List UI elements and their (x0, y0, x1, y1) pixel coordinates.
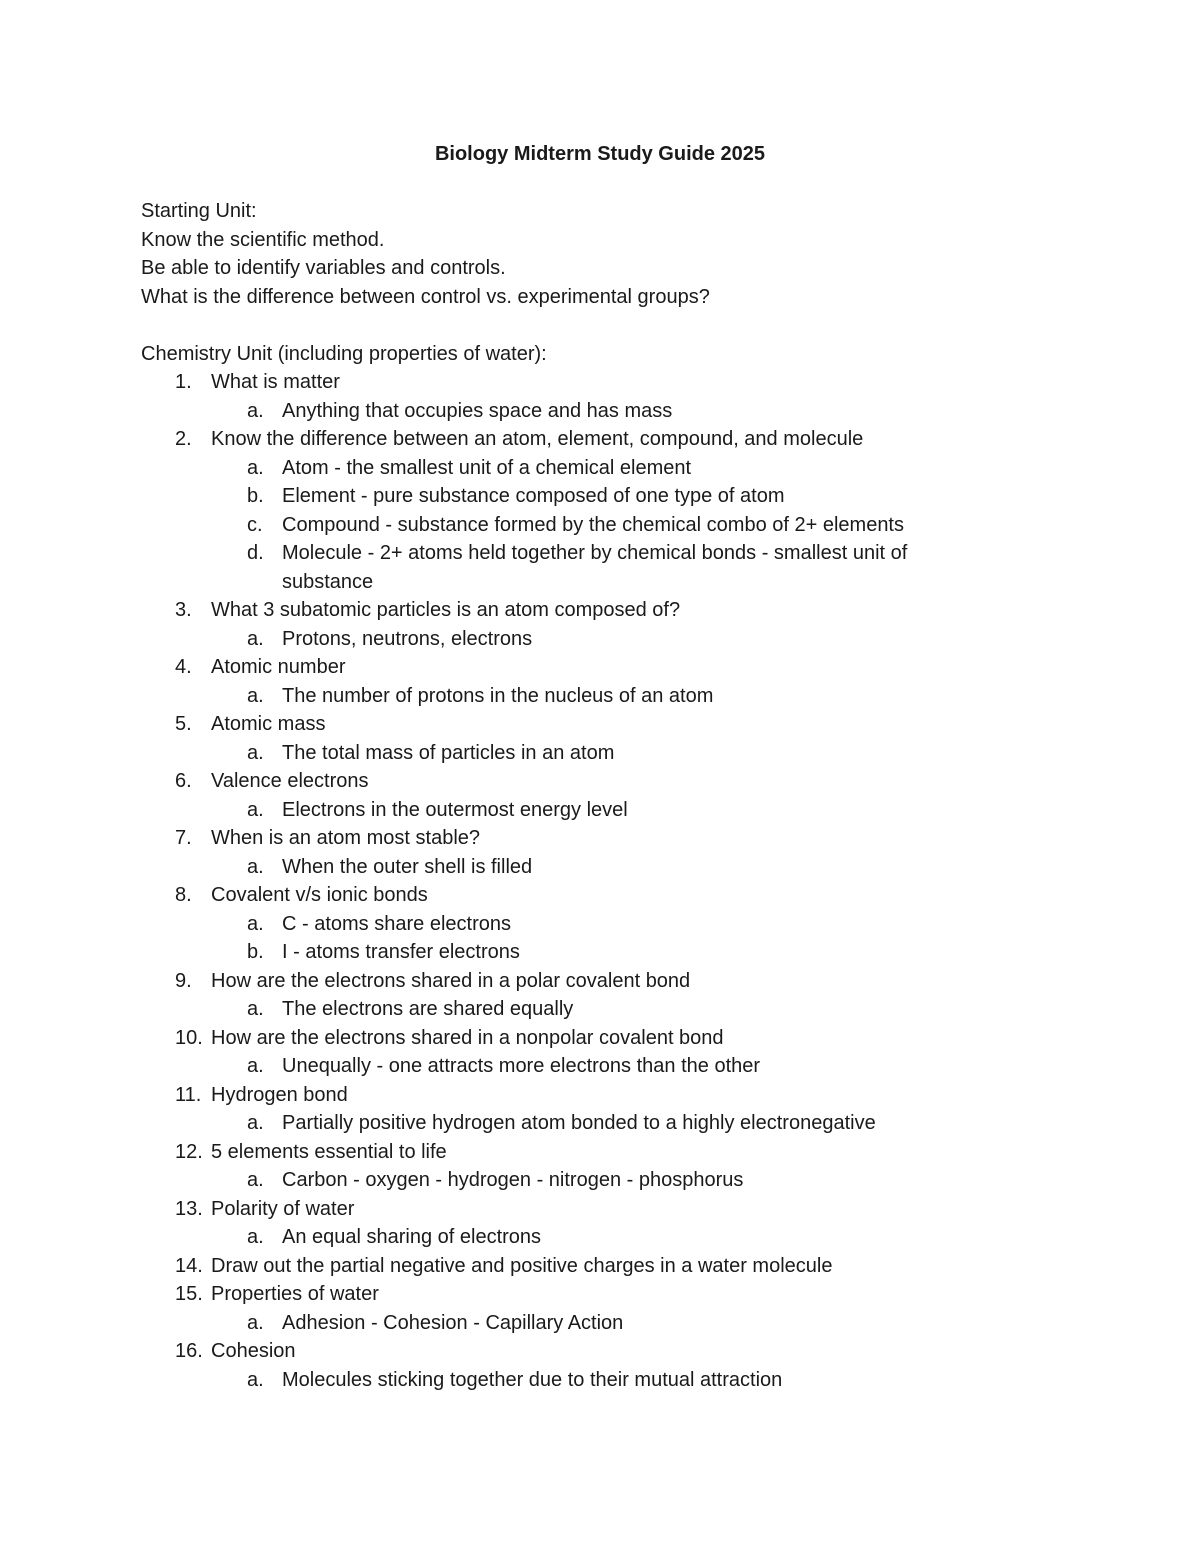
answer-item (211, 1223, 1041, 1252)
question-item (141, 1138, 1041, 1195)
question-number: 12. (175, 1140, 203, 1163)
question-text: When is an atom most stable? (211, 827, 481, 849)
answer-text: Protons, neutrons, electrons (282, 627, 533, 650)
answer-item (211, 739, 1041, 768)
starting-unit-line: Be able to identify variables and controls. (141, 257, 506, 279)
answer-text: The electrons are shared equally (282, 998, 574, 1020)
question-number: 16. (175, 1340, 203, 1362)
question-item (141, 1024, 1041, 1081)
answer-text: Element - pure substance composed of one type of atom (282, 485, 785, 507)
question-text: Covalent v/s ionic bonds (211, 884, 428, 906)
question-item (141, 881, 1041, 967)
answer-label: a. (247, 798, 264, 821)
answer-text: The number of protons in the nucleus of an atom (282, 684, 714, 707)
answer-list (211, 1309, 1041, 1338)
answer-list (211, 1166, 1041, 1195)
starting-unit-line: What is the difference between control vs. experimental groups? (141, 285, 710, 308)
answer-text: Partially positive hydrogen atom bonded to a highly electronegative (282, 1112, 876, 1134)
answer-item (211, 910, 1041, 939)
answer-text: Electrons in the outermost energy level (282, 798, 628, 821)
answer-text: When the outer shell is filled (282, 855, 533, 878)
answer-label: b. (247, 941, 264, 963)
answer-list (211, 397, 1041, 426)
answer-item (211, 938, 1041, 967)
answer-text: Unequally - one attracts more electrons than the other (282, 1055, 761, 1077)
answer-item (211, 1052, 1041, 1081)
answer-label: a. (247, 1112, 264, 1134)
answer-text: An equal sharing of electrons (282, 1226, 542, 1248)
answer-list (211, 739, 1041, 768)
question-number: 4. (175, 656, 192, 678)
starting-unit-line: Know the scientific method. (141, 228, 385, 251)
answer-item (211, 625, 1041, 654)
question-text: Valence electrons (211, 770, 369, 792)
question-item (141, 767, 1041, 824)
question-item (141, 425, 1041, 596)
answer-list (211, 1109, 1041, 1138)
answer-item (211, 796, 1041, 825)
answer-label: a. (247, 399, 264, 422)
answer-label: a. (247, 855, 264, 878)
answer-list (211, 1223, 1041, 1252)
document-body (141, 197, 1041, 1394)
answer-label: b. (247, 485, 264, 507)
question-number: 10. (175, 1026, 203, 1049)
answer-list (211, 1052, 1041, 1081)
answer-label: a. (247, 1368, 264, 1391)
answer-list (211, 1366, 1041, 1395)
question-number: 3. (175, 599, 192, 621)
answer-label: a. (247, 741, 264, 764)
chemistry-unit-heading: Chemistry Unit (including properties of water): (141, 342, 547, 365)
answer-item (211, 511, 1041, 540)
answer-text: Compound - substance formed by the chemical combo of 2+ elements (282, 513, 904, 536)
answer-label: a. (247, 1311, 264, 1334)
answer-label: a. (247, 627, 264, 650)
question-text: Know the difference between an atom, element, compound, and molecule (211, 428, 864, 450)
question-item (141, 967, 1041, 1024)
question-item (141, 824, 1041, 881)
question-item (141, 1337, 1041, 1394)
question-text: Cohesion (211, 1340, 296, 1362)
answer-item (211, 1109, 1041, 1138)
starting-unit-heading: Starting Unit: (141, 200, 257, 222)
answer-text: C - atoms share electrons (282, 912, 511, 935)
answer-item (211, 454, 1041, 483)
answer-item (211, 482, 1041, 511)
question-number: 5. (175, 713, 192, 735)
answer-text: Adhesion - Cohesion - Capillary Action (282, 1311, 624, 1334)
question-number: 11. (175, 1083, 202, 1106)
answer-text: Carbon - oxygen - hydrogen - nitrogen - phosphorus (282, 1169, 744, 1191)
question-item (141, 710, 1041, 767)
question-item (141, 1195, 1041, 1252)
question-number: 7. (175, 827, 192, 849)
answer-list (211, 995, 1041, 1024)
question-number: 6. (175, 770, 192, 792)
question-item (141, 1252, 1041, 1281)
question-number: 2. (175, 428, 192, 450)
answer-label: a. (247, 998, 264, 1020)
answer-text: I - atoms transfer electrons (282, 941, 520, 963)
answer-item (211, 995, 1041, 1024)
question-number: 15. (175, 1283, 203, 1305)
answer-item (211, 1366, 1041, 1395)
question-text: What is matter (211, 371, 340, 393)
question-number: 1. (175, 371, 192, 393)
answer-label: d. (247, 542, 264, 564)
question-text: Hydrogen bond (211, 1083, 348, 1106)
section-spacer (141, 311, 1041, 340)
answer-label: a. (247, 1169, 264, 1191)
answer-list (211, 682, 1041, 711)
answer-label: c. (247, 513, 263, 536)
answer-list (211, 910, 1041, 967)
question-item (141, 596, 1041, 653)
question-item (141, 368, 1041, 425)
answer-list (211, 625, 1041, 654)
question-text: Atomic mass (211, 713, 326, 735)
question-number: 8. (175, 884, 192, 906)
question-item (141, 653, 1041, 710)
question-text: Polarity of water (211, 1197, 355, 1220)
question-number: 13. (175, 1197, 203, 1220)
question-text: Properties of water (211, 1283, 379, 1305)
question-item (141, 1081, 1041, 1138)
chemistry-question-list (141, 368, 1041, 1394)
answer-item (211, 853, 1041, 882)
answer-text: Anything that occupies space and has mass (282, 399, 673, 422)
question-text: How are the electrons shared in a polar covalent bond (211, 969, 691, 992)
answer-text: Molecules sticking together due to their mutual attraction (282, 1368, 783, 1391)
question-text: Draw out the partial negative and positive charges in a water molecule (211, 1254, 833, 1277)
answer-text: Atom - the smallest unit of a chemical element (282, 456, 692, 479)
question-number: 9. (175, 969, 192, 992)
answer-item (211, 1309, 1041, 1338)
answer-label: a. (247, 456, 264, 479)
question-text: What 3 subatomic particles is an atom composed of? (211, 599, 681, 621)
answer-text: The total mass of particles in an atom (282, 741, 615, 764)
answer-label: a. (247, 1226, 264, 1248)
answer-item (211, 539, 1041, 596)
answer-item (211, 397, 1041, 426)
answer-item (211, 1166, 1041, 1195)
answer-item (211, 682, 1041, 711)
question-text: Atomic number (211, 656, 346, 678)
document-title: Biology Midterm Study Guide 2025 (434, 143, 766, 165)
answer-label: a. (247, 1055, 264, 1077)
answer-list (211, 454, 1041, 597)
answer-text: Molecule - 2+ atoms held together by chemical bonds - smallest unit of substance (282, 542, 908, 593)
question-text: 5 elements essential to life (211, 1140, 447, 1163)
answer-list (211, 796, 1041, 825)
answer-label: a. (247, 912, 264, 935)
answer-list (211, 853, 1041, 882)
question-item (141, 1280, 1041, 1337)
answer-label: a. (247, 684, 264, 707)
question-text: How are the electrons shared in a nonpolar covalent bond (211, 1026, 724, 1049)
question-number: 14. (175, 1254, 203, 1277)
